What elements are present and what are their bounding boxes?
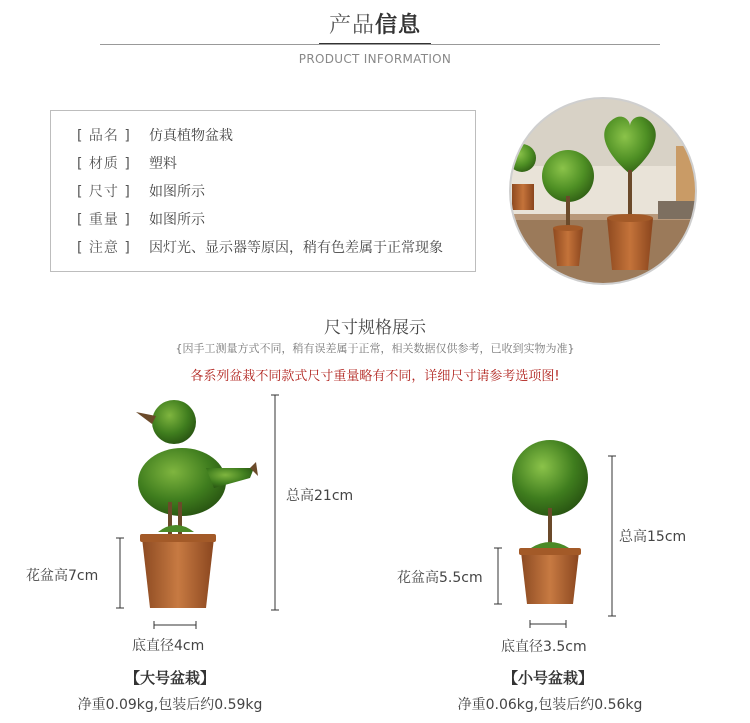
small-name: 【小号盆栽】 (502, 669, 593, 687)
info-value: 塑料 (149, 156, 177, 172)
section-title (0, 8, 750, 45)
info-value: 仿真植物盆栽 (149, 128, 233, 144)
info-row-name (77, 125, 233, 147)
large-total-height: 总高21cm (286, 488, 354, 504)
large-base-diameter: 底直径4cm (132, 638, 205, 654)
product-photo (508, 96, 698, 286)
large-dimension-lines (110, 392, 285, 636)
page-subtitle: PRODUCT INFORMATION (298, 52, 452, 66)
spec-warning: 各系列盆栽不同款式尺寸重量略有不同，详细尺寸请参考选项图! (190, 369, 560, 384)
info-label: [ 品名 ] (77, 128, 131, 144)
info-label: [ 尺寸 ] (77, 184, 131, 200)
small-dimension-lines (490, 450, 620, 630)
spec-title: 尺寸规格展示 (324, 318, 426, 338)
info-value: 如图所示 (149, 212, 205, 228)
title-light: 产品 (328, 13, 375, 38)
large-pot-height: 花盆高7cm (26, 568, 99, 584)
title-bold: 信息 (375, 13, 422, 38)
info-row-material (77, 153, 177, 175)
product-info-box (50, 110, 476, 272)
info-value: 如图所示 (149, 184, 205, 200)
info-label: [ 重量 ] (77, 212, 131, 228)
small-total-height: 总高15cm (619, 529, 687, 545)
small-weight: 净重0.06kg,包装后约0.56kg (457, 697, 643, 713)
small-pot-height: 花盆高5.5cm (397, 570, 483, 586)
info-row-weight (77, 209, 205, 231)
info-label: [ 材质 ] (77, 156, 131, 172)
info-row-size (77, 181, 205, 203)
large-weight: 净重0.09kg,包装后约0.59kg (77, 697, 263, 713)
info-label: [ 注意 ] (77, 240, 131, 256)
large-name: 【大号盆栽】 (124, 669, 215, 687)
title-divider (100, 44, 660, 45)
small-base-diameter: 底直径3.5cm (501, 639, 587, 655)
info-value: 因灯光、显示器等原因，稍有色差属于正常现象 (149, 240, 443, 256)
page-title (319, 8, 431, 45)
info-row-note (77, 237, 443, 259)
spec-note: {因手工测量方式不同，稍有误差属于正常，相关数据仅供参考，已收到实物为准} (175, 342, 575, 355)
